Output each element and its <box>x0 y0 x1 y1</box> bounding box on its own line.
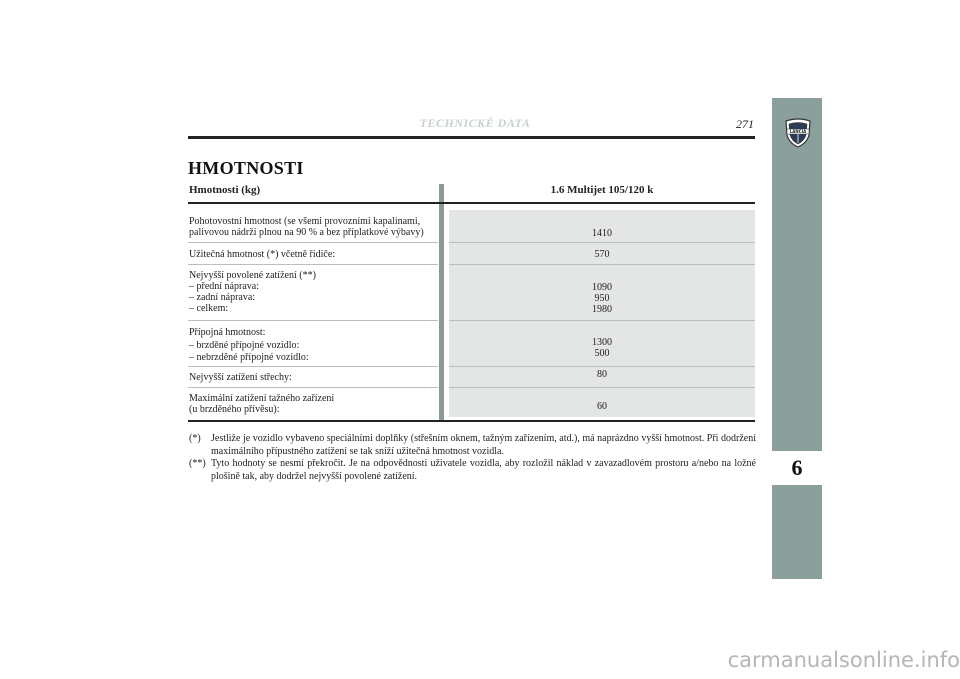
table-header-right: 1.6 Multijet 105/120 k <box>550 184 654 196</box>
row-label: Maximální zatížení tažného zařízení (u brzděného přívěsu): <box>189 393 335 415</box>
row-separator <box>449 366 755 367</box>
row-separator <box>449 387 755 388</box>
logo-text: LANCIA <box>789 129 807 134</box>
row-label: Nejvyšší zatížení střechy: <box>189 372 292 383</box>
footnote-mark: (**) <box>189 458 206 469</box>
row-value: 570 <box>594 249 610 260</box>
page-number: 271 <box>736 117 754 131</box>
chapter-number: 6 <box>791 455 803 480</box>
table-top-rule <box>188 202 755 204</box>
row-separator <box>188 320 438 321</box>
row-separator <box>188 366 438 367</box>
header-rule <box>188 136 755 139</box>
row-value: 1090 950 1980 <box>592 282 612 315</box>
row-label: Pohotovostní hmotnost (se všemi provozními kapalinami, palivovou nádrží plnou na 90 % a bez příplatkové výbavy) <box>189 216 424 238</box>
footnotes <box>189 433 756 483</box>
table-header-left: Hmotnosti (kg) <box>189 184 261 196</box>
watermark: carmanualsonline.info <box>727 648 960 672</box>
row-separator <box>188 387 438 388</box>
row-separator <box>188 242 438 243</box>
row-label: Přípojná hmotnost: – brzděné přípojné vozidlo: – nebrzděné přípojné vozidlo: <box>189 327 309 363</box>
row-value: 60 <box>597 401 607 412</box>
row-label: Nejvyšší povolené zatížení (**) – přední náprava: – zadní náprava: – celkem: <box>189 270 316 314</box>
footnote-text: Tyto hodnoty se nesmí překročit. Je na odpovědnosti uživatele vozidla, aby rozložil náklad v zavazadlovém prostoru a/nebo na ložné plošině tak, aby dodržel nejvyšší povolené zatížení. <box>211 458 756 482</box>
column-divider <box>439 184 444 422</box>
footnote <box>189 433 756 458</box>
footnote <box>189 458 756 483</box>
row-value: 1300 500 <box>592 337 612 359</box>
chapter-sidebar <box>772 98 822 579</box>
header-title: TECHNICKÉ DATA <box>419 116 531 130</box>
row-value: 80 <box>597 369 607 380</box>
chapter-box <box>772 451 822 485</box>
table-bottom-rule <box>188 420 755 422</box>
row-separator <box>188 264 438 265</box>
row-separator <box>449 242 755 243</box>
footnote-mark: (*) <box>189 433 201 444</box>
row-value: 1410 <box>592 228 612 239</box>
row-separator <box>449 264 755 265</box>
row-separator <box>449 320 755 321</box>
lancia-logo-icon <box>784 118 812 148</box>
footnote-text: Jestliže je vozidlo vybaveno speciálními doplňky (střešním oknem, tažným zařízením, atd.), má naprázdno vyšší hmotnost. Při dodržení maximálního přípustného zatížení se tak sníží užitečná hmotnost vozidla. <box>211 433 756 457</box>
row-label: Užitečná hmotnost (*) včetně řidiče: <box>189 249 336 260</box>
section-title: HMOTNOSTI <box>188 158 304 178</box>
